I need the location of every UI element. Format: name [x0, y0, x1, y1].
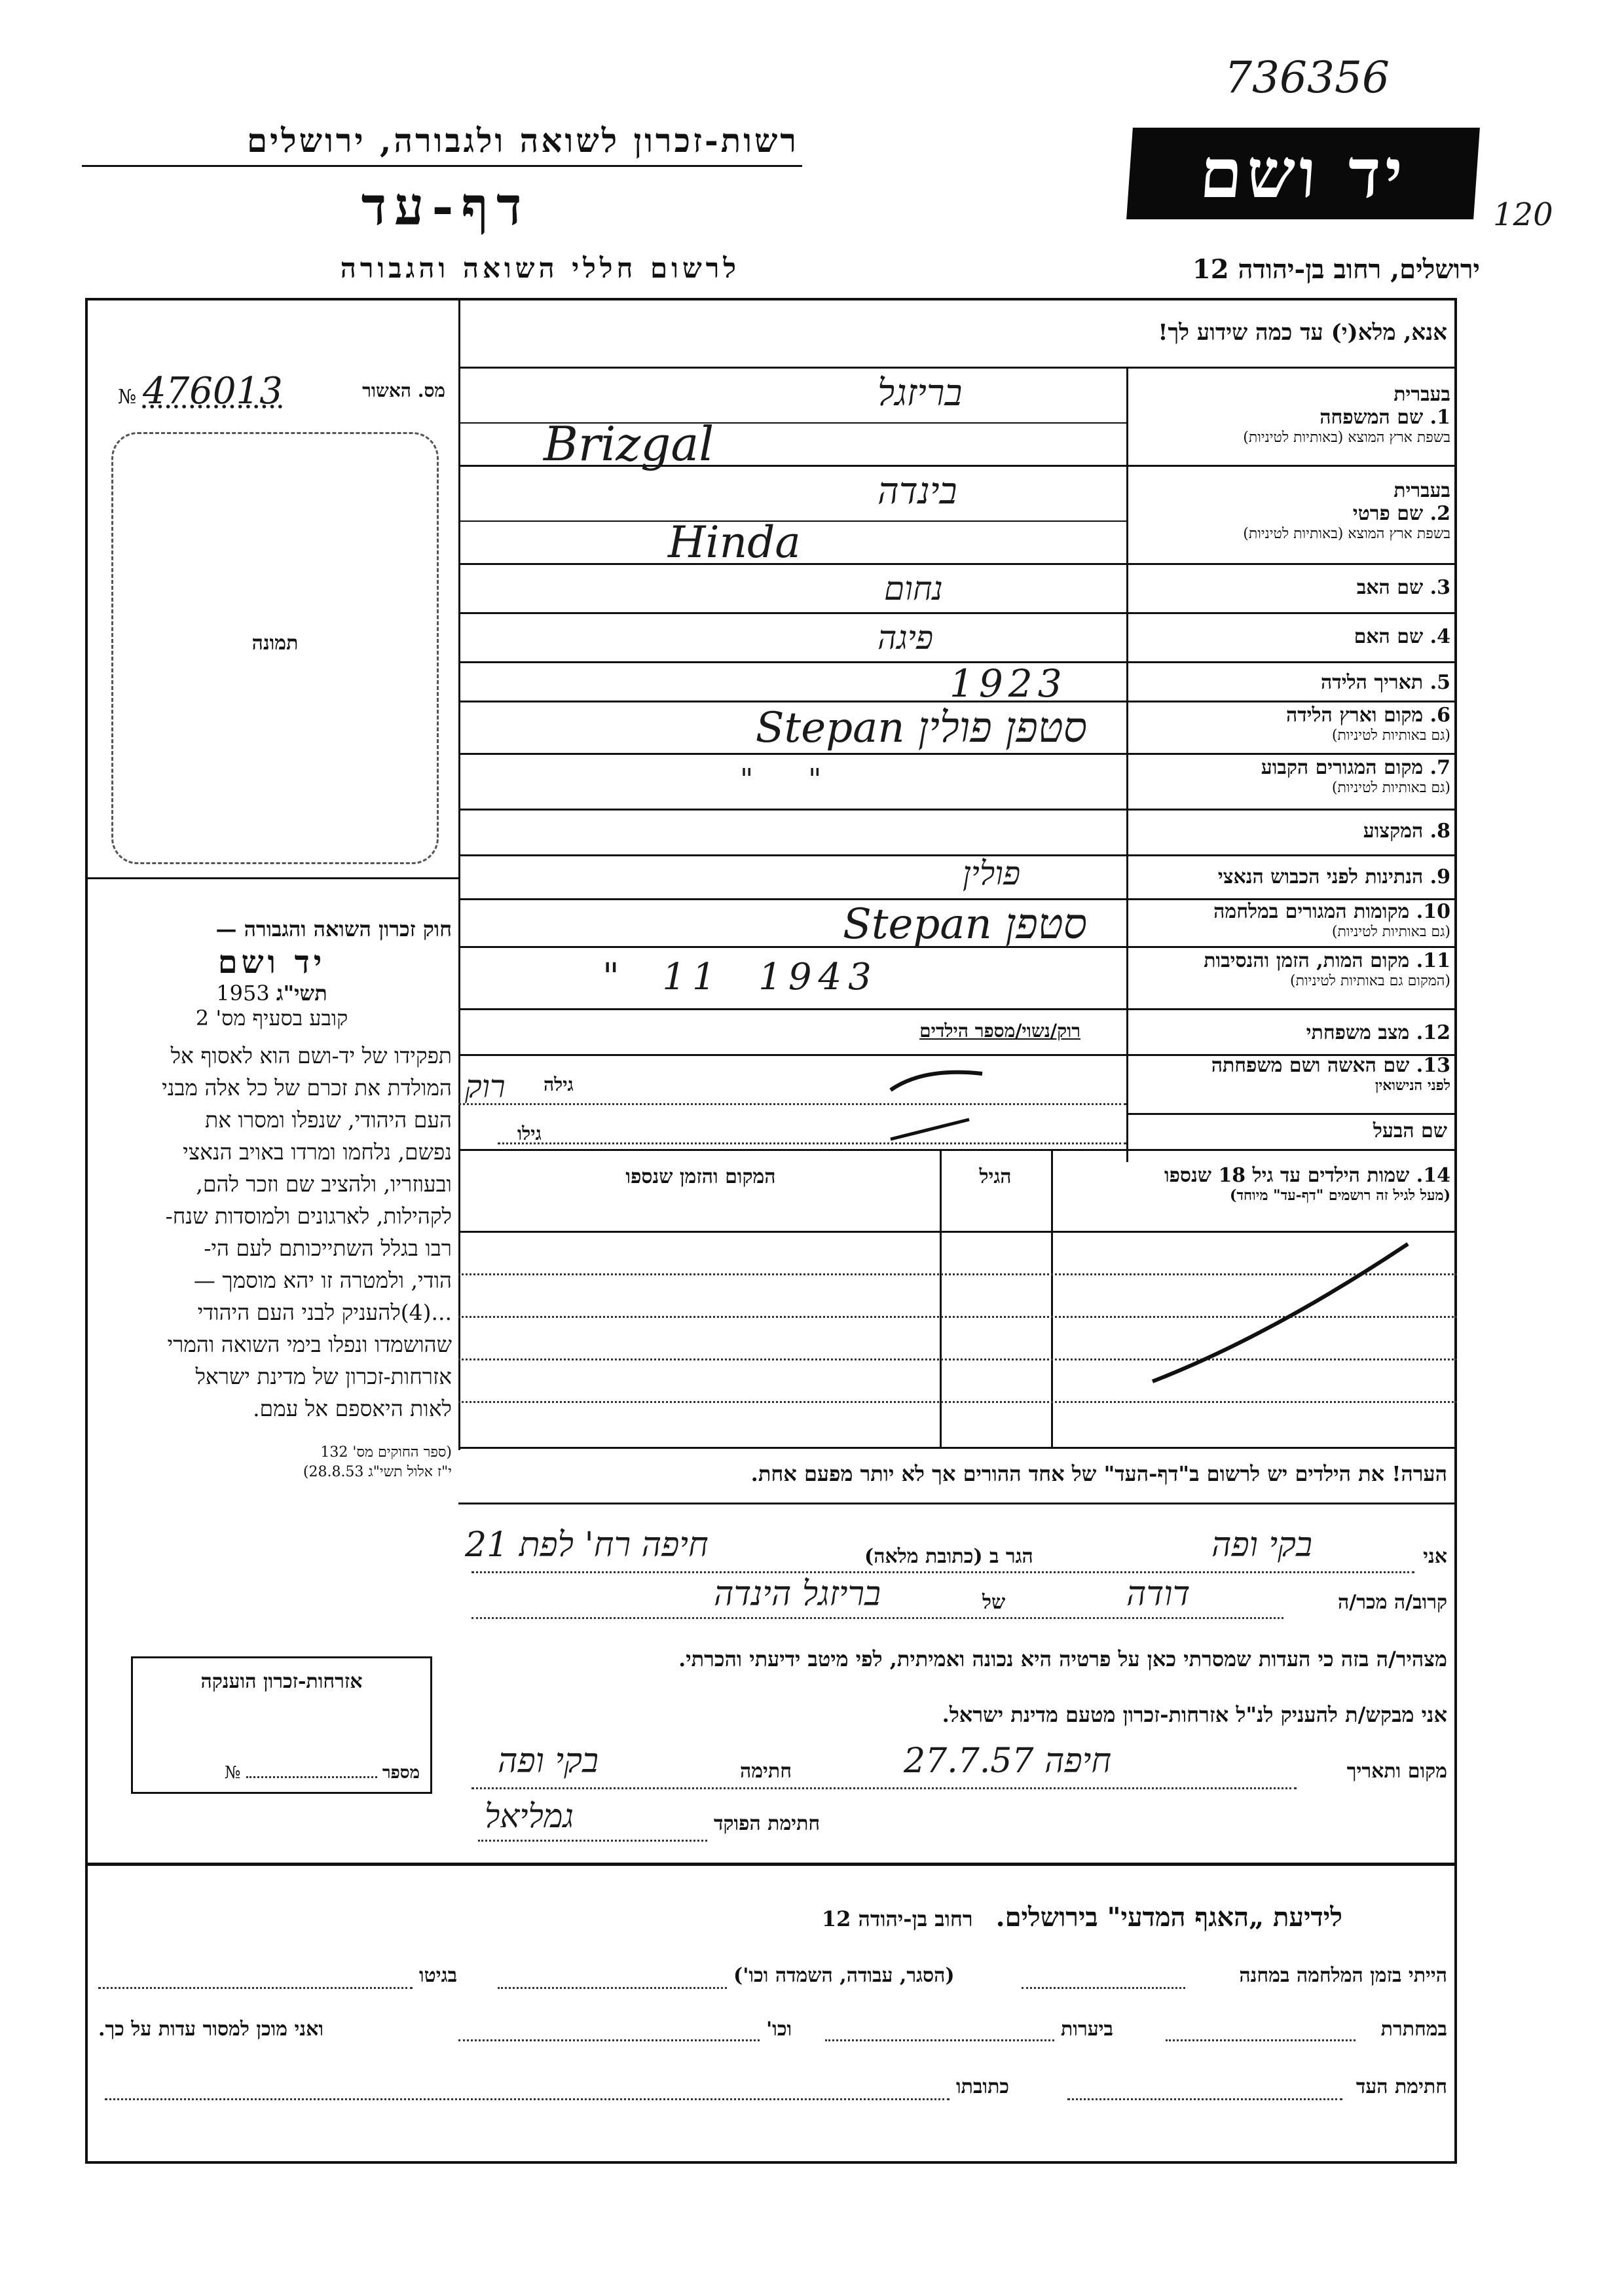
photo-label: תמונה	[251, 632, 299, 655]
declaration-ani-value: בקי ופה	[1211, 1525, 1313, 1565]
instruction: אנא, מלא(י) עד כמה שידוע לך!	[1158, 319, 1447, 346]
law-paragraph-line: לאות היאספם אל עמם.	[253, 1396, 452, 1421]
declaration-ani-label: אני	[1423, 1545, 1447, 1568]
signature-label: חתימה	[740, 1760, 792, 1783]
bottom-camp-types: (הסגר, עבודה, השמדה וכו')	[733, 1964, 955, 1987]
bottom-underground-label: במחתרת	[1380, 2018, 1447, 2041]
field-marital-status-label: 12. מצב משפחתי	[1306, 1021, 1450, 1044]
mother-name-value: פיגה	[877, 619, 934, 657]
law-name: יד ושם	[217, 944, 326, 981]
archive-number: 736356	[1225, 52, 1390, 103]
yad-vashem-logo: יד ושם	[1126, 128, 1480, 219]
law-year: תשי"ג 1953	[216, 981, 327, 1006]
page-subtitle: לרשום חללי השואה והגבורה	[340, 252, 740, 284]
law-source: (ספר החוקים מס' 132 י"ז אלול תשי"ג 28.8.53)	[303, 1444, 452, 1480]
bottom-etc-label: וכו'	[766, 2018, 792, 2041]
first-name-hebrew-value: בינדה	[877, 470, 957, 513]
birth-place-value: סטפן פולין Stepan	[755, 704, 1087, 752]
law-paragraph-line: הודי, ולמטרה זו יהא מוסמך —	[193, 1267, 452, 1293]
note-line: הערה! את הילדים יש לרשום ב"דף-העד" של אחד ההורים אך לא יותר מפעם אחת.	[750, 1461, 1447, 1486]
husband-age-label: גילו	[517, 1123, 542, 1144]
approval-label: מס. האשור	[362, 380, 445, 401]
declaration-of-value: בריזגל הינדה	[714, 1575, 881, 1614]
family-name-latin-value: Brizgal	[544, 416, 714, 471]
header-address: ירושלים, רחוב בן-יהודה 12	[1192, 254, 1480, 285]
field-residence-label: 7. מקום המגורים הקבוע (גם באותיות לטיניות)	[1261, 756, 1450, 796]
bottom-forests-label: ביערות	[1061, 2018, 1114, 2041]
field-husband-name-label: שם הבעל	[1373, 1120, 1447, 1142]
citizenship-box	[131, 1656, 432, 1794]
family-name-hebrew-value: בריזגל	[877, 372, 963, 414]
nationality-value: פולין	[963, 854, 1021, 892]
field-first-name-label: בעברית 2. שם פרטי בשפת ארץ המוצא (באותיות לטיניות)	[1243, 479, 1450, 542]
authority-line: רשות-זכרון לשואה ולגבורה, ירושלים	[246, 121, 799, 160]
field-birth-place-label: 6. מקום וארץ הלידה (גם באותיות לטיניות)	[1285, 704, 1450, 744]
witness-address-label: כתובתו	[956, 2075, 1010, 2098]
wife-name-stroke	[884, 1064, 989, 1103]
children-place-column: המקום והזמן שנספו	[625, 1165, 776, 1188]
law-paragraph-line: נפשם, נלחמו ומרדו באויב הנאצי	[183, 1139, 452, 1165]
law-paragraph-line: המולדת את זכרם של כל אלה מבני	[162, 1075, 452, 1101]
declaration-of-label: של	[982, 1591, 1006, 1614]
law-paragraph-line: ...(4)להעניק לבני העם היהודי	[197, 1300, 452, 1325]
witness-signature-label: חתימת העד	[1356, 2075, 1447, 2098]
law-paragraph-line: לקהילות, לארגונים ולמוסדות שנח-	[165, 1203, 452, 1229]
declaration-request: אני מבקש/ת להעניק לנ"ל אזרחות-זכרון מטעם מדינת ישראל.	[942, 1702, 1447, 1727]
law-block	[92, 917, 452, 1482]
field-nationality-label: 9. הנתינות לפני הכבוש הנאצי	[1217, 866, 1450, 888]
place-date-label: מקום ותאריך	[1346, 1760, 1447, 1783]
children-header: 14. שמות הילדים עד גיל 18 שנספו (מעל לגיל זה רושמים "דף-עד" מיוחד)	[1164, 1164, 1450, 1204]
law-paragraph-line: תפקידו של יד-ושם הוא לאסוף אל	[170, 1043, 452, 1068]
bottom-title-line: לידיעת „האגף המדעי" בירושלים. רחוב בן-יהודה 12	[821, 1902, 1342, 1933]
wife-name-value: רוק	[465, 1068, 506, 1105]
declaration-statement: מצהיר/ה בזה כי העדות שמסרתי כאן על פרטיה היא נכונה ואמיתית, לפי מיטב ידיעתי והכרתי.	[678, 1647, 1447, 1671]
wife-age-label: גילה	[544, 1074, 574, 1095]
birth-date-value: 1923	[950, 661, 1067, 706]
children-cancel-stroke	[1139, 1237, 1414, 1394]
law-paragraph-line: ובעוזריו, ולהציב שם וזכר להם,	[196, 1171, 452, 1197]
law-paragraph-line: העם היהודי, שנפלו ומסרו את	[205, 1107, 452, 1133]
declaration-relative-value: דודה	[1126, 1575, 1190, 1614]
officer-signature-value: גמליאל	[485, 1797, 574, 1835]
field-death-place-label: 11. מקום המות, הזמן והנסיבות (המקום גם באותיות לטיניות)	[1204, 949, 1450, 989]
field-wartime-residence-label: 10. מקומות המגורים במלחמה (גם באותיות לטיניות)	[1213, 900, 1450, 940]
page-title: דף-עד	[361, 175, 530, 237]
marital-status-options: רוק/נשוי/מספר הילדים	[919, 1020, 1080, 1042]
place-date-value: חיפה 27.7.57	[904, 1741, 1112, 1781]
law-paragraph-line: שהושמדו ונפלו בימי השואה והמרי	[167, 1332, 452, 1357]
law-clause: קובע בסעיף מס' 2	[195, 1006, 348, 1030]
children-age-column: הגיל	[979, 1165, 1012, 1188]
field-father-name-label: 3. שם האב	[1356, 576, 1450, 599]
declaration-resides-label: הגר ב (כתובת מלאה)	[864, 1545, 1033, 1568]
bottom-testify-label: ואני מוכן למסור עדות על כך.	[98, 2018, 324, 2041]
field-birth-date-label: 5. תאריך הלידה	[1321, 671, 1450, 694]
declaration-relative-label: קרוב/ה מכר/ה	[1338, 1591, 1447, 1614]
citizenship-title: אזרחות-זכרון הוענקה	[200, 1670, 363, 1693]
husband-name-stroke	[884, 1113, 976, 1146]
signature-value: בקי ופה	[498, 1741, 599, 1781]
officer-signature-label: חתימת הפוקד	[714, 1812, 821, 1835]
approval-number: № 476013	[118, 370, 283, 412]
field-mother-name-label: 4. שם האם	[1354, 625, 1450, 648]
field-occupation-label: 8. המקצוע	[1363, 820, 1450, 843]
bottom-camp-label: הייתי בזמן המלחמה במחנה	[1239, 1964, 1447, 1987]
law-paragraph-line: אזרחות-זכרון של מדינת ישראל	[195, 1364, 452, 1389]
first-name-latin-value: Hinda	[668, 517, 801, 568]
residence-value: " "	[740, 763, 822, 796]
wartime-residence-value: סטפן Stepan	[842, 900, 1087, 949]
father-name-value: נחום	[884, 570, 943, 608]
law-title: חוק זכרון השואה והגבורה —	[215, 917, 452, 941]
bottom-ghetto-label: בגיטו	[419, 1964, 458, 1987]
declaration-address-value: חיפה רח' לפת 21	[465, 1525, 709, 1565]
law-paragraph-line: רבו בגלל השתייכותם לעם הי-	[204, 1235, 452, 1261]
law-paragraph	[92, 1040, 452, 1425]
field-wife-name-label: 13. שם האשה ושם משפחתה לפני הנישואין	[1211, 1054, 1450, 1094]
citizenship-number: מספר №	[224, 1763, 420, 1783]
field-family-name-label: בעברית 1. שם המשפחה בשפת ארץ המוצא (באותיות לטיניות)	[1243, 383, 1450, 446]
margin-mark: 120	[1493, 196, 1553, 233]
death-date-value: " 11 1943	[602, 956, 878, 998]
